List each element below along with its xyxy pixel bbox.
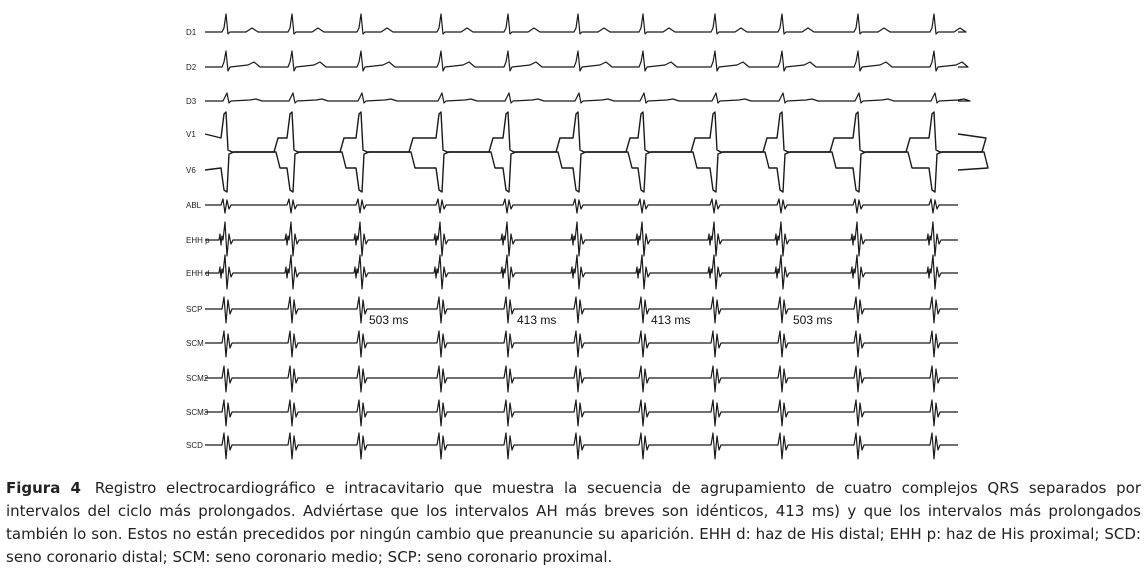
lead-label: ABL <box>186 201 202 210</box>
caption-text: Registro electrocardiográfico e intracavitario que muestra la secuencia de agrupamiento de cuatro complejos QRS separados por intervalos del ciclo más prolongados. Adviértase que los intervalos AH más breves son idénticos, 413 ms) y que los intervalos más prolongados también lo son. Estos no están precedidos por ningún cambio que preanuncie su aparición. EHH d: haz de His distal; EHH p: haz de His proximal; SCD: seno coronario distal; SCM: seno coronario medio; SCP: seno coronario proximal. <box>6 479 1142 566</box>
lead-label: D1 <box>186 28 197 37</box>
ecg-trace <box>205 331 958 357</box>
lead-label: SCM <box>186 339 204 348</box>
lead-label: SCD <box>186 441 203 450</box>
lead-label: D3 <box>186 97 197 106</box>
lead-label: V1 <box>186 130 196 139</box>
lead-label: V6 <box>186 166 196 175</box>
lead-label: SCM3 <box>186 408 209 417</box>
lead-label: D2 <box>186 63 197 72</box>
lead-label: EHH d <box>186 269 210 278</box>
lead-label: SCM2 <box>186 374 209 383</box>
ecg-trace <box>205 51 968 71</box>
ecg-trace <box>205 297 958 323</box>
ecg-trace <box>205 255 958 289</box>
ecg-trace <box>205 222 958 256</box>
ecg-trace <box>205 112 986 152</box>
interval-annotation: 413 ms <box>651 313 691 327</box>
ecg-trace <box>205 199 958 213</box>
ecg-trace <box>205 14 966 34</box>
figure-label: Figura 4 <box>6 479 81 497</box>
interval-annotation: 413 ms <box>517 313 557 327</box>
interval-annotation: 503 ms <box>369 313 409 327</box>
lead-label: SCP <box>186 305 203 314</box>
lead-label: EHH p <box>186 236 210 245</box>
ecg-trace <box>205 93 970 103</box>
interval-annotation: 503 ms <box>793 313 833 327</box>
figure-caption <box>6 477 1141 569</box>
ecg-trace <box>205 433 958 459</box>
ecg-trace <box>205 366 958 392</box>
ecg-trace <box>205 152 988 192</box>
ecg-trace <box>205 400 958 426</box>
